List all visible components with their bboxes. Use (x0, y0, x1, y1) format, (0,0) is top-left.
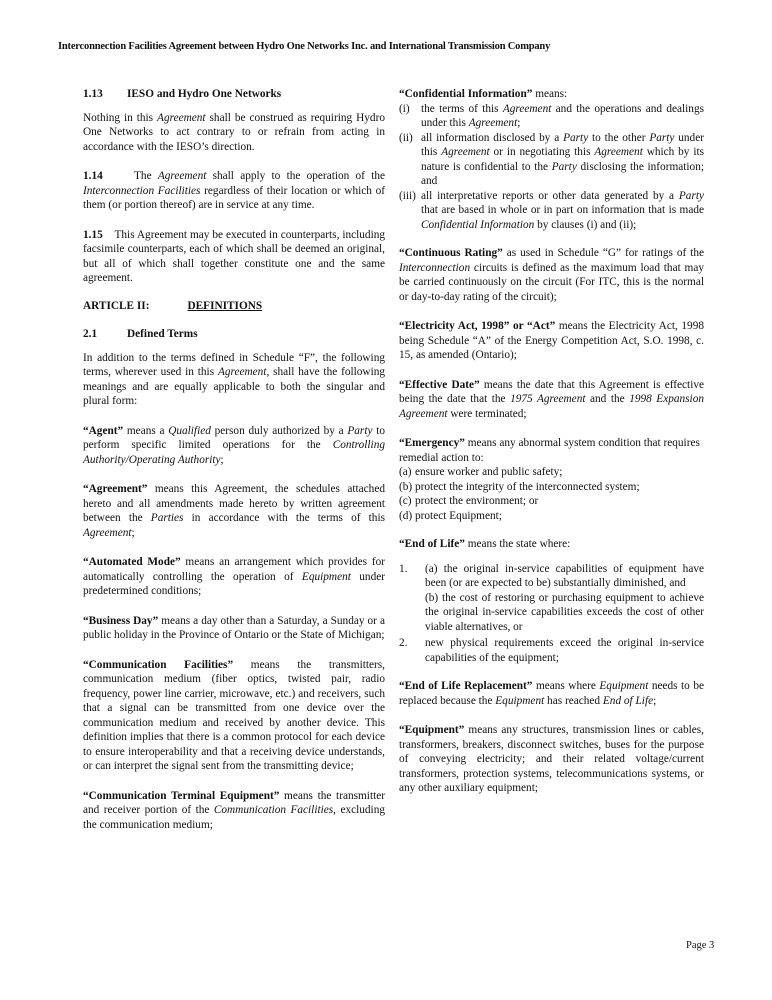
definition-term: “Equipment” (399, 724, 465, 736)
definition (399, 319, 704, 363)
definition-list (399, 679, 704, 796)
definition-term: “Communication Terminal Equipment” (83, 789, 280, 802)
list-text: protect the environment; or (415, 495, 539, 507)
definition-text: means the Electricity Act, 1998 being Schedule “A” of the Energy Competition Act, S.O. 1998, c. 15, as amended (Ontario); (399, 320, 704, 361)
page-number: Page 3 (686, 940, 715, 951)
list-text: the terms of this Agreement and the operations and dealings under this Agreement; (421, 102, 704, 129)
definition-list (399, 246, 704, 421)
definition-text: means a day other than a Saturday, a Sunday or a public holiday in the Province of Ontario or the State of Michigan; (83, 614, 385, 641)
definition (83, 658, 385, 774)
section-text: The Agreement shall apply to the operation of the Interconnection Facilities regardless of their location or which of them (or portion thereof) are in service at any time. (83, 170, 386, 211)
list-marker: (ii) (399, 131, 413, 144)
definition (399, 378, 704, 422)
list-subtext: (b) the cost of restoring or purchasing equipment to achieve the original in-service capabilities exceeds the cost of other viable alternatives, or (425, 591, 704, 633)
list-item (399, 494, 704, 509)
right-column (399, 87, 704, 811)
list-marker: (i) (399, 102, 410, 115)
section-paragraph (83, 228, 385, 286)
definition-text: means any abnormal system condition that requires remedial action to: (399, 437, 700, 464)
article-title: DEFINITIONS (187, 299, 263, 312)
list-item (399, 102, 704, 131)
definition-term: “Emergency” (399, 437, 465, 449)
list-item (399, 465, 704, 480)
definition (83, 555, 385, 599)
section-text: In addition to the terms defined in Schedule “F”, the following terms, wherever used in this Agreement, shall have the following meanings and are equally applicable to both the singular and plural form: (83, 351, 386, 407)
list-item (399, 562, 704, 635)
section-heading (83, 327, 385, 342)
list-text: all interpretative reports or other data generated by a Party that are based in whole or in part on information that is made Confidential Information by clauses (i) and (ii); (421, 189, 704, 231)
page-header: Interconnection Facilities Agreement between Hydro One Networks Inc. and International Transmission Company (58, 41, 551, 52)
definition (83, 789, 385, 833)
confidential-items (399, 102, 704, 233)
list-item (399, 131, 704, 189)
section-title: IESO and Hydro One Networks (127, 88, 282, 100)
definition-text: means any structures, transmission lines or cables, transformers, breakers, disconnect switches, buses for the purpose of conveying electricity; and their related voltage/current transformers, protection systems, telecommunications systems, or any other auxiliary equipment; (399, 724, 704, 794)
definition-text: means where Equipment needs to be replaced because the Equipment has reached End of Life; (399, 680, 704, 707)
definition (83, 614, 385, 643)
definition-term: “End of Life” (399, 538, 465, 550)
definition-term: “Agreement” (83, 483, 148, 495)
list-marker: (iii) (399, 189, 416, 202)
section-number: 1.14 (83, 170, 103, 182)
definition-end-of-life (399, 537, 704, 665)
definition-term: “Electricity Act, 1998” or “Act” (399, 320, 556, 332)
emergency-items (399, 465, 704, 523)
list-text: protect Equipment; (415, 509, 502, 522)
definition-term: “Continuous Rating” (399, 247, 503, 259)
definition-term: “Confidential Information” (399, 88, 533, 100)
definition-text: means the state where: (464, 538, 571, 550)
section-text: This Agreement may be executed in counterparts, including facsimile counterparts, each of which shall be deemed an original, but all of which shall together constitute one and the same agreement. (83, 228, 386, 284)
definition-text: means: (532, 88, 568, 100)
list-text: new physical requirements exceed the original in-service capabilities of the equipment; (425, 637, 704, 664)
definition (83, 424, 385, 468)
list-item (399, 480, 704, 495)
section-number: 2.1 (83, 328, 98, 340)
list-item (399, 636, 704, 665)
list-marker: (a) (399, 466, 412, 478)
list-marker: 1. (399, 562, 408, 575)
definition-emergency (399, 436, 704, 523)
definition-term: “Agent” (83, 424, 124, 437)
list-marker: (d) (399, 509, 413, 522)
section-number: 1.15 (83, 228, 103, 241)
list-text: protect the integrity of the interconnected system; (415, 480, 640, 493)
list-text: (a) the original in-service capabilities of equipment have been (or are expected to be) substantially diminished, and (425, 562, 704, 589)
list-marker: (b) (399, 480, 413, 493)
section-title: Defined Terms (127, 328, 198, 340)
definition-text: as used in Schedule “G” for ratings of the Interconnection circuits is defined as the maximum load that may be carried continuously on the circuit (For ITC, this is the normal or day-to-day rating of the circuit); (399, 247, 704, 303)
list-text: all information disclosed by a Party to the other Party under this Agreement or in negotiating this Agreement which by its nature is confidential to the Party disclosing the information; and (421, 131, 704, 187)
definition-term: “Business Day” (83, 614, 159, 627)
definition (83, 482, 385, 540)
definition (399, 723, 704, 796)
definition-term: “End of Life Replacement” (399, 680, 533, 692)
end-of-life-items (399, 562, 704, 666)
definition-text: means an arrangement which provides for automatically controlling the operation of Equipment under predetermined conditions; (83, 556, 385, 597)
definition-list (83, 424, 385, 833)
definition-term: “Effective Date” (399, 378, 480, 391)
definition-text: means the date that this Agreement is effective being the date that the 1975 Agreement and the 1998 Expansion Agreement were terminated; (399, 378, 705, 420)
definition-text: means the transmitters, communication medium (fiber optics, twisted pair, radio frequency, power line carrier, microwave, etc.) and receivers, such that a signal can be transmitted from one device over the communication medium and received by another device. This definition implies that there is a common protocol for each device to ensure interoperability and that a receiving device understands, or can interpret the signal sent from the transmitting device; (83, 658, 385, 772)
section-text: Nothing in this Agreement shall be construed as requiring Hydro One Networks to act contrary to or refrain from acting in accordance with the IESO’s direction. (83, 111, 385, 153)
definition-text: means a Qualified person duly authorized by a Party to perform specific limited operations for the Controlling Authority/Operating Authority; (83, 424, 385, 466)
definition (399, 679, 704, 708)
list-item (399, 509, 704, 524)
list-marker: (c) (399, 495, 412, 507)
article-label: ARTICLE II: (83, 299, 150, 312)
definition-term: “Communication Facilities” (83, 658, 234, 671)
list-marker: 2. (399, 637, 408, 649)
definition-text: means the transmitter and receiver portion of the Communication Facilities, excluding the communication medium; (83, 789, 385, 831)
article-heading (83, 299, 385, 314)
list-text: ensure worker and public safety; (415, 466, 563, 478)
section-heading (83, 87, 385, 102)
definition-confidential (399, 87, 704, 232)
definition-term: “Automated Mode” (83, 556, 181, 568)
definition (399, 246, 704, 304)
section-number: 1.13 (83, 88, 103, 100)
section-paragraph (83, 169, 385, 213)
left-column (83, 87, 385, 847)
list-item (399, 189, 704, 233)
definition-text: means this Agreement, the schedules attached hereto and all amendments made hereto by written agreement between the Parties in accordance with the terms of this Agreement; (83, 483, 385, 539)
